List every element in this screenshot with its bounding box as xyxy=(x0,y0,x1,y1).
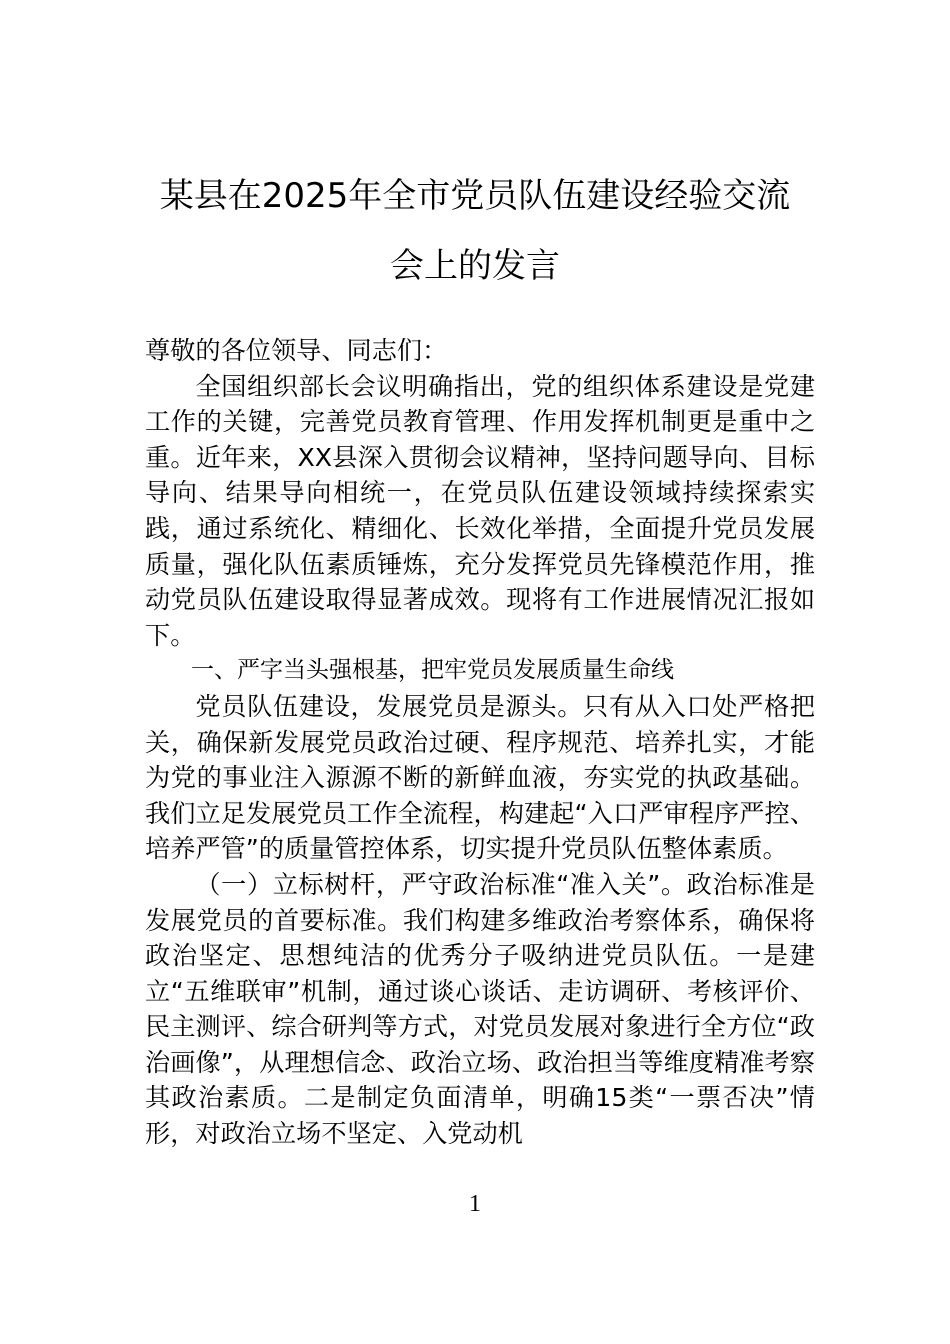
salutation: 尊敬的各位领导、同志们： xyxy=(145,336,448,365)
paragraph-section-1: 党员队伍建设，发展党员是源头。只有从入口处严格把关，确保新发展党员政治过硬、程序规范、培养扎实，才能为党的事业注入源源不断的新鲜血液，夯实党的执政基础。我们立足发展党员工作全流程，构建起“入口严审程序严控、培养严管”的质量管控体系，切实提升党员队伍整体素质。 xyxy=(145,691,815,864)
paragraph-intro: 全国组织部长会议明确指出，党的组织体系建设是党建工作的关键，完善党员教育管理、作用发挥机制更是重中之重。近年来，XX县深入贯彻会议精神，坚持问题导向、目标导向、结果导向相统一，在党员队伍建设领域持续探索实践，通过系统化、精细化、长效化举措，全面提升党员发展质量，强化队伍素质锤炼，充分发挥党员先锋模范作用，推动党员队伍建设取得显著成效。现将有工作进展情况汇报如下。 xyxy=(145,371,815,650)
page-number: 1 xyxy=(469,1191,481,1217)
section-heading-1: 一、严字当头强根基，把牢党员发展质量生命线 xyxy=(191,657,674,684)
paragraph-subsection-1: （一）立标树杆，严守政治标准“准入关”。政治标准是发展党员的首要标准。我们构建多维政治考察体系，确保将政治坚定、思想纯洁的优秀分子吸纳进党员队伍。一是建立“五维联审”机制，通过谈心谈话、走访调研、考核评价、民主测评、综合研判等方式，对党员发展对象进行全方位“政治画像”，从理想信念、政治立场、政治担当等维度精准考察其政治素质。二是制定负面清单，明确15类“一票否决”情形，对政治立场不坚定、入党动机 xyxy=(145,869,815,1149)
document-title-line-1: 某县在2025年全市党员队伍建设经验交流 xyxy=(159,176,791,216)
document-title-line-2: 会上的发言 xyxy=(390,246,560,286)
document-body xyxy=(145,333,815,1152)
